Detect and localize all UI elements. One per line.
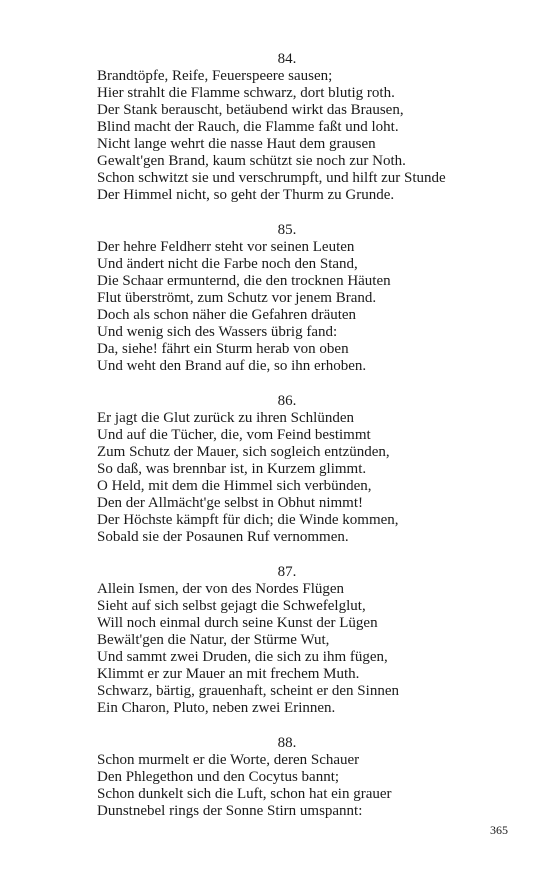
- stanza-84: [97, 50, 477, 204]
- verse-line: Er jagt die Glut zurück zu ihren Schlünden: [97, 410, 355, 426]
- verse-line: Zum Schutz der Mauer, sich sogleich entzünden,: [97, 444, 390, 460]
- verse-line: Will noch einmal durch seine Kunst der Lügen: [97, 615, 378, 631]
- verse-line: Der hehre Feldherr steht vor seinen Leuten: [97, 239, 355, 255]
- verse-line: Ein Charon, Pluto, neben zwei Erinnen.: [97, 700, 336, 716]
- verse-line: Der Stank berauscht, betäubend wirkt das Brausen,: [97, 102, 404, 118]
- verse-line: Hier strahlt die Flamme schwarz, dort blutig roth.: [97, 85, 395, 101]
- verse-line: Den der Allmächt'ge selbst in Obhut nimmt!: [97, 495, 363, 511]
- verse-line: Und weht den Brand auf die, so ihn erhoben.: [97, 358, 367, 374]
- stanza-number: 86.: [277, 393, 297, 409]
- verse-line: Die Schaar ermunternd, die den trocknen Häuten: [97, 273, 391, 289]
- verse-line: Und sammt zwei Druden, die sich zu ihm fügen,: [97, 649, 388, 665]
- stanza-86: [97, 392, 477, 546]
- verse-line: Schon schwitzt sie und verschrumpft, und hilft zur Stunde: [97, 170, 446, 186]
- stanza-87: [97, 563, 477, 717]
- stanza-number: 84.: [277, 51, 297, 67]
- verse-line: Der Himmel nicht, so geht der Thurm zu Grunde.: [97, 187, 395, 203]
- verse-line: Den Phlegethon und den Cocytus bannt;: [97, 769, 340, 785]
- stanza-number: 88.: [277, 735, 297, 751]
- poem-body: [97, 50, 477, 837]
- verse-line: Sieht auf sich selbst gejagt die Schwefelglut,: [97, 598, 366, 614]
- verse-line: Schwarz, bärtig, grauenhaft, scheint er den Sinnen: [97, 683, 399, 699]
- verse-line: So daß, was brennbar ist, in Kurzem glimmt.: [97, 461, 367, 477]
- verse-line: Nicht lange wehrt die nasse Haut dem grausen: [97, 136, 376, 152]
- stanza-number: 87.: [277, 564, 297, 580]
- verse-line: Dunstnebel rings der Sonne Stirn umspannt:: [97, 803, 363, 819]
- verse-line: Schon murmelt er die Worte, deren Schauer: [97, 752, 360, 768]
- verse-line: Flut überströmt, zum Schutz vor jenem Brand.: [97, 290, 377, 306]
- verse-line: Allein Ismen, der von des Nordes Flügen: [97, 581, 345, 597]
- verse-line: Und ändert nicht die Farbe noch den Stand,: [97, 256, 358, 272]
- verse-line: Blind macht der Rauch, die Flamme faßt und loht.: [97, 119, 399, 135]
- verse-line: Klimmt er zur Mauer an mit frechem Muth.: [97, 666, 360, 682]
- verse-line: Und wenig sich des Wassers übrig fand:: [97, 324, 338, 340]
- verse-line: Der Höchste kämpft für dich; die Winde kommen,: [97, 512, 399, 528]
- verse-line: Gewalt'gen Brand, kaum schützt sie noch zur Noth.: [97, 153, 406, 169]
- verse-line: Da, siehe! fährt ein Sturm herab von oben: [97, 341, 349, 357]
- stanza-88: [97, 734, 477, 820]
- page-number: 365: [490, 823, 508, 837]
- stanza-number: 85.: [277, 222, 297, 238]
- stanza-85: [97, 221, 477, 375]
- verse-line: Schon dunkelt sich die Luft, schon hat ein grauer: [97, 786, 392, 802]
- verse-line: Sobald sie der Posaunen Ruf vernommen.: [97, 529, 349, 545]
- verse-line: Doch als schon näher die Gefahren dräuten: [97, 307, 357, 323]
- verse-line: Bewält'gen die Natur, der Stürme Wut,: [97, 632, 330, 648]
- verse-line: Und auf die Tücher, die, vom Feind bestimmt: [97, 427, 371, 443]
- verse-line: Brandtöpfe, Reife, Feuerspeere sausen;: [97, 68, 333, 84]
- verse-line: O Held, mit dem die Himmel sich verbünden,: [97, 478, 372, 494]
